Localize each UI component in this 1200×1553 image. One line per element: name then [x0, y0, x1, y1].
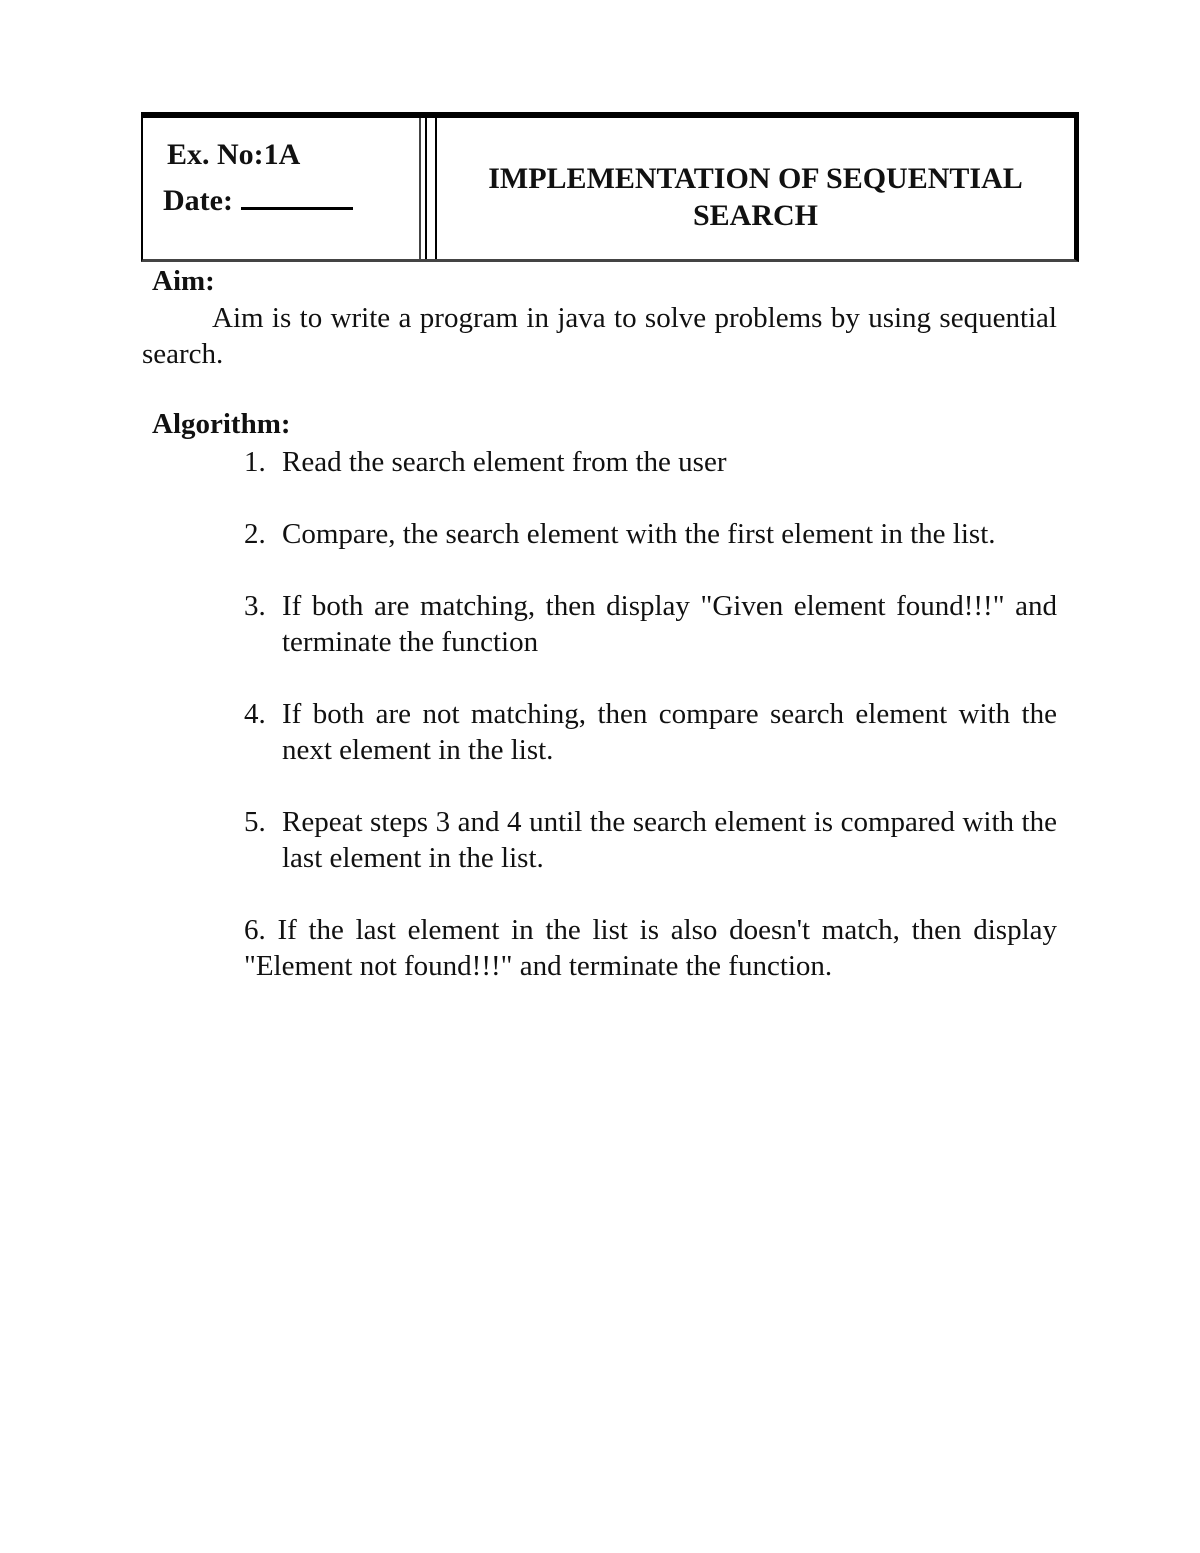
- step-number: 2.: [244, 518, 266, 550]
- document-title: IMPLEMENTATION OF SEQUENTIAL SEARCH: [488, 162, 1023, 232]
- step-text: If both are matching, then display "Given element found!!!" and terminate the function: [282, 590, 1057, 658]
- algorithm-heading: Algorithm:: [152, 408, 291, 440]
- step-number: 6.: [244, 914, 266, 946]
- step-text: If the last element in the list is also doesn't match, then display "Element not found!!!" and terminate the function.: [244, 914, 1057, 982]
- step-text: If both are not matching, then compare search element with the next element in the list.: [282, 698, 1057, 766]
- header-table: [141, 112, 1079, 262]
- algorithm-step-2: [244, 516, 1057, 552]
- exercise-info-cell: [143, 118, 427, 259]
- algorithm-step-6: [244, 912, 1057, 984]
- algorithm-step-4: [244, 696, 1057, 768]
- exercise-number: Ex. No:1A: [167, 138, 301, 171]
- step-text: Repeat steps 3 and 4 until the search element is compared with the last element in the list.: [282, 806, 1057, 874]
- step-number: 3.: [244, 590, 266, 622]
- date-label: Date:: [163, 184, 233, 217]
- step-number: 4.: [244, 698, 266, 730]
- date-blank-line: [241, 185, 353, 210]
- algorithm-step-3: [244, 588, 1057, 660]
- step-text: Read the search element from the user: [282, 446, 727, 478]
- step-text: Compare, the search element with the first element in the list.: [282, 518, 996, 550]
- step-number: 1.: [244, 446, 266, 478]
- date-field: [163, 184, 353, 218]
- aim-text: Aim is to write a program in java to solve problems by using sequential search.: [142, 302, 1057, 370]
- title-cell: [435, 118, 1074, 259]
- step-number: 5.: [244, 806, 266, 838]
- algorithm-step-5: [244, 804, 1057, 876]
- algorithm-step-1: [244, 444, 1057, 480]
- aim-heading: Aim:: [152, 265, 215, 297]
